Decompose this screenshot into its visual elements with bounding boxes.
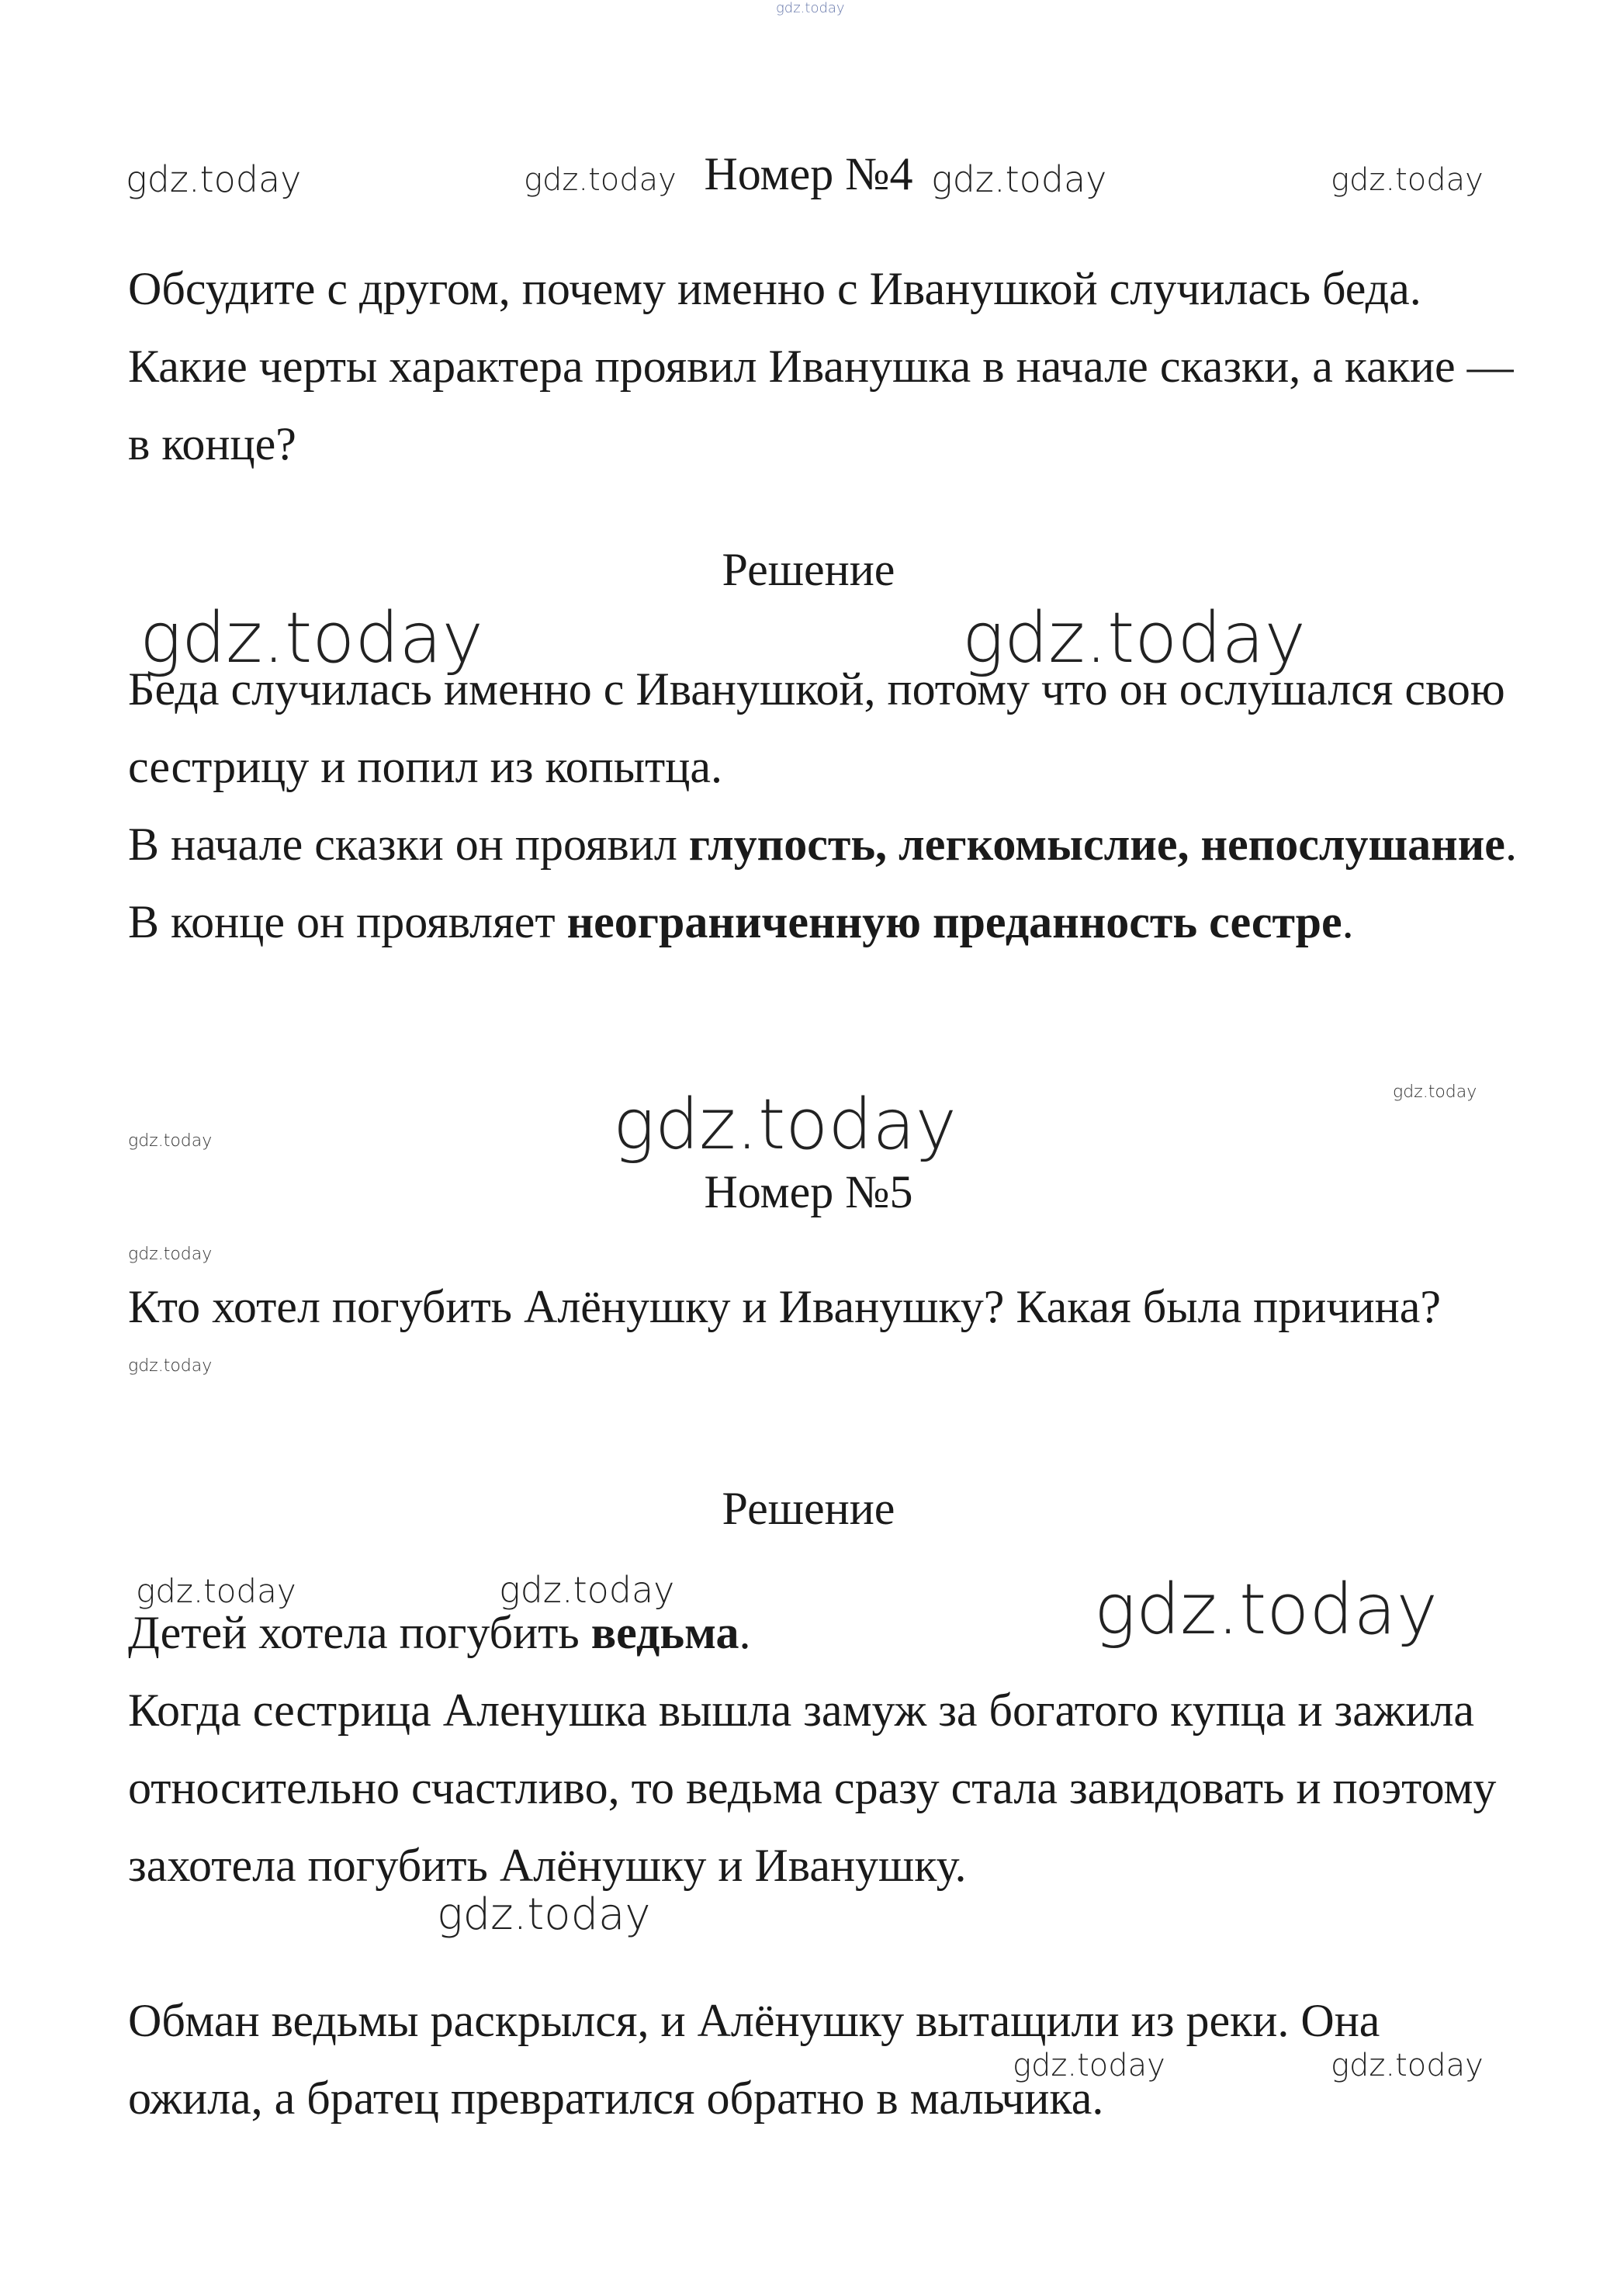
watermark: gdz.today <box>776 0 845 16</box>
watermark: gdz.today <box>931 158 1107 200</box>
watermark: gdz.today <box>136 1572 296 1610</box>
answer-text: . <box>739 1607 751 1658</box>
watermark: gdz.today <box>962 597 1306 679</box>
problem-4-question: Обсудите с другом, почему именно с Иванушкой случилась беда. Какие черты характера проявил Иванушка в начале сказки, а какие — в конце? <box>128 263 1514 469</box>
watermark: gdz.today <box>1013 2048 1165 2083</box>
watermark: gdz.today <box>524 162 677 198</box>
answer-bold-traits-start: глупость, легкомыслие, непослушание <box>688 819 1505 870</box>
watermark: gdz.today <box>499 1569 675 1611</box>
answer-bold-traits-end: неограниченную преданность сестре <box>566 896 1342 947</box>
problem-5-title: Номер №5 <box>704 1166 913 1217</box>
watermark: gdz.today <box>128 1131 213 1151</box>
watermark: gdz.today <box>1393 1082 1477 1102</box>
problem-5-question: Кто хотел погубить Алёнушку и Иванушку? Какая была причина? <box>128 1281 1442 1332</box>
problem-4-solution-heading: Решение <box>722 544 895 595</box>
watermark: gdz.today <box>128 1245 213 1264</box>
answer-text: . В конце он проявляет <box>128 819 1517 947</box>
answer-text: Детей хотела погубить <box>128 1607 591 1658</box>
problem-5-answer-1 <box>128 1594 1525 1671</box>
watermark: gdz.today <box>1331 2048 1484 2083</box>
answer-text: В начале сказки он проявил <box>128 819 689 870</box>
answer-bold-witch: ведьма <box>590 1607 739 1658</box>
watermark: gdz.today <box>613 1084 957 1165</box>
problem-4-answer-2 <box>128 805 1525 961</box>
watermark: gdz.today <box>1331 162 1484 198</box>
problem-5-answer-3: Обман ведьмы раскрылся, и Алёнушку вытащили из реки. Она ожила, а братец превратился обратно в мальчика. <box>128 1995 1380 2124</box>
problem-5-answer-2: Когда сестрица Аленушка вышла замуж за богатого купца и зажила относительно счастливо, то ведьма сразу стала завидовать и поэтому захотела погубить Алёнушку и Иванушку. <box>128 1685 1497 1891</box>
watermark: gdz.today <box>126 158 302 200</box>
problem-4-answer-1: Беда случилась именно с Иванушкой, потому что он ослушался свою сестрицу и попил из копытца. <box>128 663 1505 792</box>
problem-5-solution-heading: Решение <box>722 1483 895 1534</box>
answer-text: . <box>1342 896 1354 947</box>
watermark: gdz.today <box>1094 1569 1438 1650</box>
watermark: gdz.today <box>128 1356 213 1376</box>
problem-4-title: Номер №4 <box>704 148 913 199</box>
watermark: gdz.today <box>140 597 483 679</box>
watermark: gdz.today <box>437 1889 651 1940</box>
